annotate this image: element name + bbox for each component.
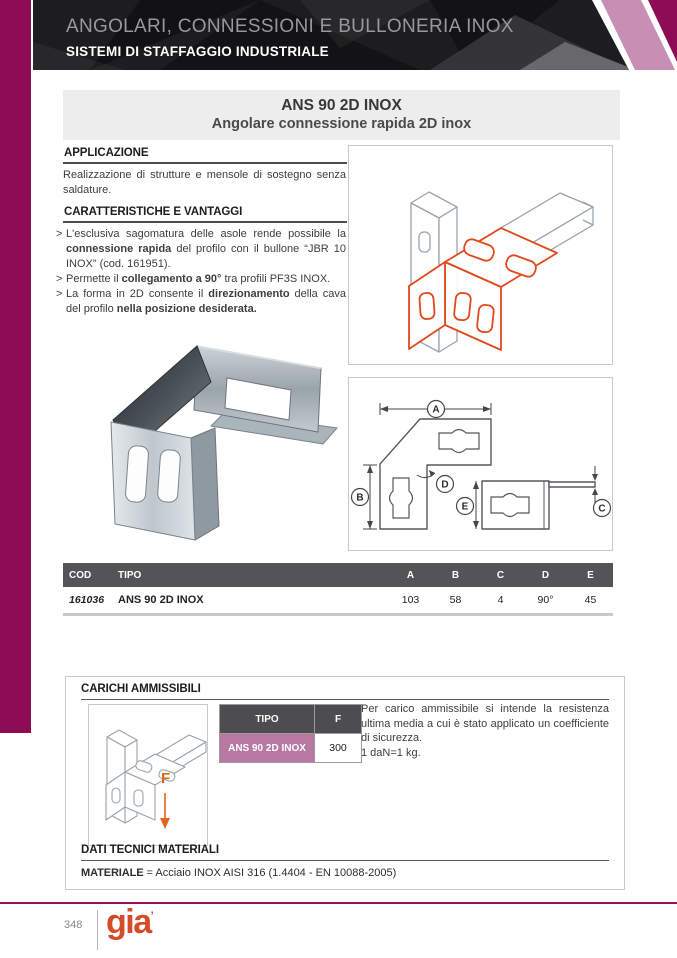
bullet-chevron: > [56,228,63,240]
catalog-section-title: ANGOLARI, CONNESSIONI E BULLONERIA INOX [66,16,514,37]
assembly-drawing [349,146,612,364]
dim-label-a: A [432,404,440,416]
load-drawing [89,705,207,845]
cell-a: 103 [401,594,420,606]
cell-tipo: ANS 90 2D INOX [118,594,204,606]
footer-divider-line [0,902,677,904]
spec-table-header [63,563,613,587]
caratteristiche-heading: CARATTERISTICHE E VANTAGGI [63,206,347,223]
product-photo [85,320,340,552]
load-table-header [220,705,362,734]
part-outlines [380,419,595,529]
cell-d: 90° [537,594,554,606]
carichi-note [361,702,609,760]
slot-hole [157,449,181,502]
col-header-cod: COD [69,569,92,581]
footer-vertical-divider [97,910,98,950]
applicazione-heading: APPLICAZIONE [63,147,347,164]
dimension-drawing-box [348,377,613,551]
spec-table [63,563,613,616]
side-accent-band [0,0,31,733]
list-item [56,227,346,272]
load-col-tipo: TIPO [220,705,315,734]
col-header-d: D [541,569,550,581]
catalog-section-subtitle: SISTEMI DI STAFFAGGIO INDUSTRIALE [66,44,329,59]
product-title-block [63,90,620,140]
force-label: F [161,770,171,787]
list-item [56,272,346,287]
brand-logo-mark: ’ [150,910,154,922]
carichi-dati-box [65,676,625,890]
col-header-tipo: TIPO [118,569,142,581]
list-item-text: L'esclusiva sagomatura delle asole rende possibile la connessione rapida del profilo con il bullone “JBR 10 INOX” (cod. 161951). [66,228,346,270]
load-drawing-box [88,704,208,846]
cell-cod: 161036 [69,594,105,606]
bracket-arm-plate [194,346,321,432]
load-cell-tipo: ANS 90 2D INOX [220,734,315,763]
dimension-drawing [349,378,612,550]
col-header-e: E [587,569,594,581]
cell-e: 45 [584,594,597,606]
bullet-chevron: > [56,288,63,300]
table-row [63,587,613,616]
load-table [219,704,362,763]
brand-logo [106,903,154,942]
dim-label-b: B [356,492,364,504]
page-number: 348 [64,919,83,931]
bracket-side-face [191,428,219,540]
list-item-text: Permette il collegamento a 90° tra profili PF3S INOX. [66,273,331,285]
bullet-chevron: > [56,273,63,285]
carichi-heading: CARICHI AMMISSIBILI [81,683,609,700]
caratteristiche-list [56,227,346,317]
applicazione-text: Realizzazione di strutture e mensole di sostegno senza saldature. [63,169,346,196]
force-arrowhead [160,818,170,829]
slot-hole [125,445,149,502]
load-col-f: F [315,705,362,734]
carichi-note-line: Per carico ammissibile si intende la resistenza ultima media a cui è stato applicato un coefficiente di sicurezza. [361,703,609,744]
dim-label-e: E [461,501,469,513]
col-header-b: B [451,569,460,581]
dim-label-d: D [441,479,449,491]
product-tagline: Angolare connessione rapida 2D inox [211,116,472,132]
list-item-text: La forma in 2D consente il direzionamento della cava del profilo nella posizione desiderata. [66,288,346,315]
brand-logo-text: gia [106,903,151,941]
dati-tecnici-heading: DATI TECNICI MATERIALI [81,844,609,861]
carichi-note-line: 1 daN=1 kg. [361,746,421,759]
bracket-front-face [111,422,195,540]
cell-b: 58 [449,594,462,606]
assembly-drawing-box [348,145,613,365]
load-cell-f: 300 [315,734,362,763]
product-name: ANS 90 2D INOX [281,97,402,114]
cell-c: 4 [497,594,504,606]
dim-label-c: C [598,503,606,515]
col-header-a: A [406,569,415,581]
col-header-c: C [496,569,505,581]
materiale-line: MATERIALE = Acciaio INOX AISI 316 (1.4404 - EN 10088-2005) [81,867,397,879]
list-item [56,287,346,317]
table-row [220,734,362,763]
